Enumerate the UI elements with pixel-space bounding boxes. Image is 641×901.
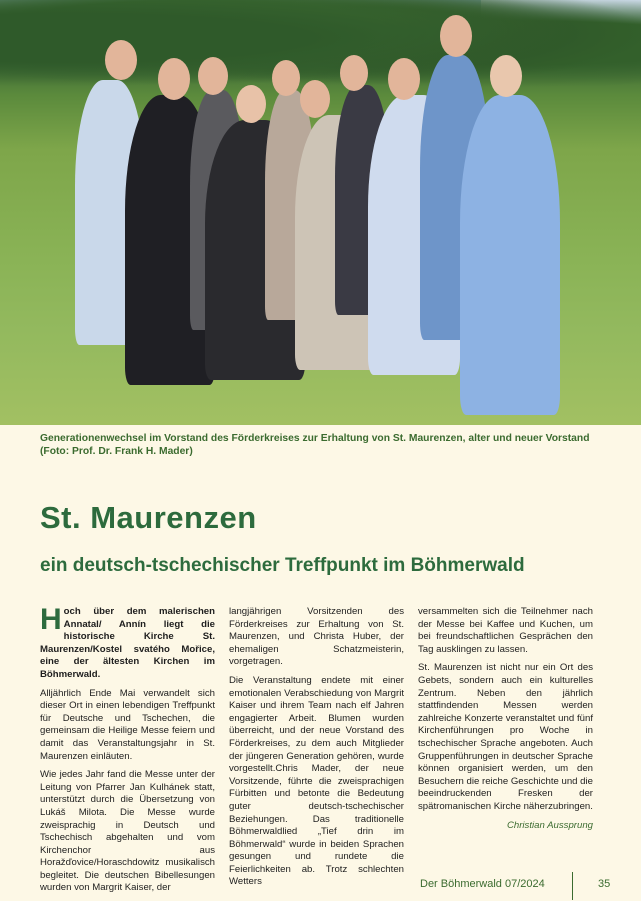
person-head xyxy=(158,58,190,100)
footer-divider xyxy=(572,872,573,900)
paragraph: langjährigen Vorsitzenden des Förderkreises zur Erhaltung von St. Maurenzen, und Christa Huber, der ehemaligen Schatzmeisterin, vorgetragen. xyxy=(229,606,404,668)
person-figure xyxy=(460,95,560,415)
lead-text: och über dem malerischen Annatal/ Annín liegt die historische Kirche St. Maurenzen/Kostel svatého Mořice, eine der ältesten Kirchen im Böhmerwald. xyxy=(40,606,215,680)
person-head xyxy=(300,80,330,118)
article-title: St. Maurenzen xyxy=(40,500,257,535)
author-name: Christian Aussprung xyxy=(506,819,593,831)
article-column-2 xyxy=(229,606,404,895)
paragraph: St. Maurenzen ist nicht nur ein Ort des Gebets, sondern auch ein kulturelles Zentrum. Neben den jährlich stattfindenden Messen werden zahlreiche Konzerte veranstaltet und fünf Kirchenführungen pro Woche in tschechischer Sprache angeboten. Auch Gruppenführungen in deutscher Sprache können organisiert werden, um den Besuchern die reiche Geschichte und die beeindruckenden Fresken der spätromanischen Kirche näherzubringen. xyxy=(418,662,593,812)
caption-photo-credit: (Foto: Prof. Dr. Frank H. Mader) xyxy=(40,446,193,457)
paragraph: versammelten sich die Teilnehmer nach der Messe bei Kaffee und Kuchen, um bei freundschaftlichen Gesprächen den Tag ausklingen zu lassen. xyxy=(418,606,593,655)
article-column-3 xyxy=(418,606,593,838)
paragraph: Die Veranstaltung endete mit einer emotionalen Verabschiedung von Margrit Kaiser und ihrem Team nach elf Jahren engagierter Arbeit. Blumen wurden überreicht, und der neue Vorstand des Förderkreises, zu dem auch Mitglieder der jüngeren Generation gehören, wurde vorgestellt.Chris Mader, der neue Vorsitzende, führte die zweisprachigen Fürbitten und betonte die Bedeutung guter deutsch-tschechischer Beziehungen. Das traditionelle Böhmerwaldlied „Tief drin im Böhmerwald“ wurde in beiden Sprachen gesungen und rundete die Feierlichkeiten ab. Trotz schlechten Wetters xyxy=(229,674,404,888)
group-photo xyxy=(0,0,641,425)
photo-caption xyxy=(40,432,610,458)
paragraph: Alljährlich Ende Mai verwandelt sich dieser Ort in einen lebendigen Treffpunkt für Deutsche und Tschechen, die gemeinsam die Heilige Messe feiern und damit das Veranstaltungsjahr in St. Maurenzen einläuten. xyxy=(40,687,215,762)
page-number: 35 xyxy=(598,878,611,890)
person-head xyxy=(490,55,522,97)
person-head xyxy=(272,60,300,96)
person-head xyxy=(198,57,228,95)
person-head xyxy=(236,85,266,123)
lead-paragraph xyxy=(40,603,215,682)
drop-cap: H xyxy=(40,603,62,636)
footer-publication: Der Böhmerwald 07/2024 xyxy=(420,878,545,890)
caption-line-1: Generationenwechsel im Vorstand des Förderkreises zur Erhaltung von St. Maurenzen, alter und neuer Vorstand xyxy=(40,433,590,444)
person-head xyxy=(340,55,368,91)
article-column-1 xyxy=(40,603,215,901)
person-head xyxy=(388,58,420,100)
person-head xyxy=(440,15,472,57)
person-head xyxy=(105,40,137,80)
paragraph: Wie jedes Jahr fand die Messe unter der Leitung von Pfarrer Jan Kulhánek statt, unterstützt durch die Übersetzung von Lukáš Milota. Die Messe wurde zweisprachig in Deutsch und Tschechisch abgehalten und vom Kirchenchor aus Horažďovice/Horaschdowitz musikalisch begleitet. Die deutschen Bibellesungen wurden von Margrit Kaiser, der xyxy=(40,769,215,894)
article-subtitle: ein deutsch-tschechischer Treffpunkt im Böhmerwald xyxy=(40,555,525,576)
